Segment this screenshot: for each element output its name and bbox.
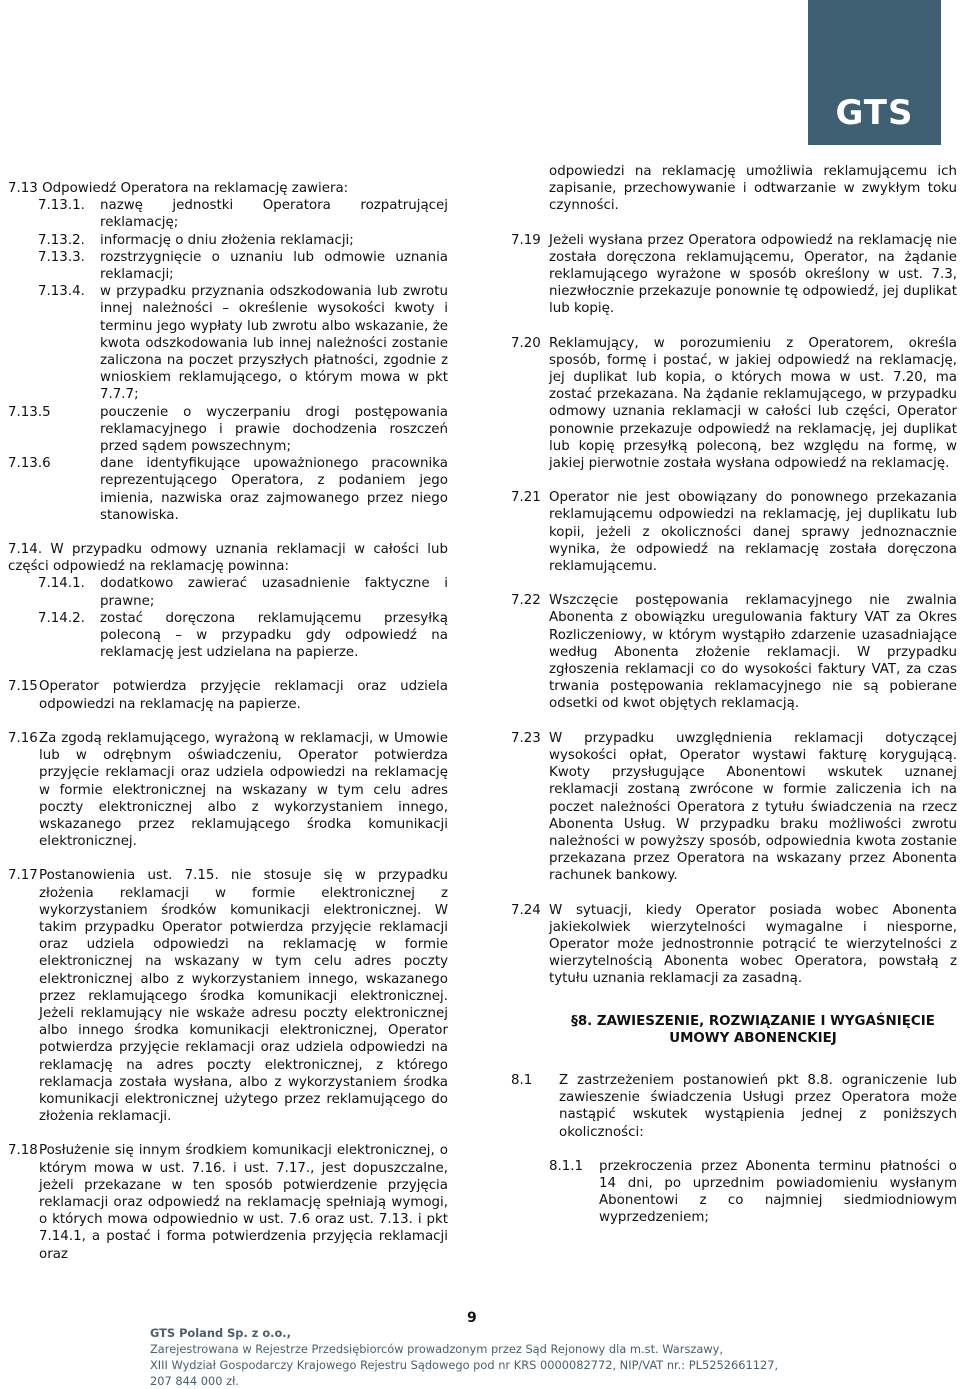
clause-text: Za zgodą reklamującego, wyrażoną w reklamacji, w Umowie lub w odrębnym oświadczeniu, Operator potwierdza przyjęcie reklamacji oraz udziela odpowiedzi na reklamację w formie elektronicznej na wskazany w tym celu adres poczty elektronicznej albo z wykorzystaniem innego, wskazanego przez reklamującego środka komunikacji elektronicznej. [39, 730, 448, 850]
clause-text: Operator nie jest obowiązany do ponownego przekazania reklamującemu odpowiedzi na reklamację, jej duplikatu lub kopii, jeżeli z okoliczności danej sprawy jednoznacznie wynika, że odpowiedź na reklamację została doręczona reklamującemu. [549, 490, 957, 575]
continued-text [511, 163, 957, 215]
list-item [8, 455, 448, 524]
item-text: zostać doręczona reklamującemu przesyłką poleconą – w przypadku gdy odpowiedź na reklamację jest udzielana na papierze. [100, 610, 448, 661]
clause-text: W przypadku uwzględnienia reklamacji dotyczącej wysokości opłat, Operator wystawi fakturę korygującą. Kwoty przysługujące Abonentowi wskutek uznanej reklamacji zostaną zwrócone w formie zaliczenia ich na poczet należności Operatora z tytułu świadczenia na rzecz Abonenta Usług. W przypadku braku możliwości zwrotu należności w powyższy sposób, odpowiednia kwota zostanie przekazana przez Operatora na wskazany przez Abonenta rachunek bankowy. [549, 730, 957, 884]
clause-number: 7.22 [511, 593, 541, 609]
item-number: 7.13.3. [38, 249, 85, 265]
item-number: 7.13.4. [38, 284, 85, 300]
footer-line: 207 844 000 zł. [150, 1374, 239, 1388]
paragraph-7-13: 7.13 Odpowiedź Operatora na reklamację zawiera: [8, 181, 349, 196]
clause-number: 7.16 [8, 730, 38, 746]
clause-number: 7.19 [511, 232, 541, 248]
clause-text: W sytuacji, kiedy Operator posiada wobec Abonenta jakiekolwiek wierzytelności wymagalne i niesporne, Operator może jednostronnie potrącić te wierzytelności z wierzytelnością Abonenta wobec Operatora, powstałą z tytułu uznania reklamacji za zasadną. [549, 902, 957, 987]
clause-text: Wszczęcie postępowania reklamacyjnego nie zwalnia Abonenta z obowiązku uregulowania faktury VAT za Okres Rozliczeniowy, w którym wystąpiło zdarzenie uzasadniające według Abonenta złożenie reklamacji. W przypadku zgłoszenia reklamacji co do wysokości faktury VAT, za czas trwania postępowania reklamacyjnego nie są pobierane odsetki od kwot objętych reklamacją. [549, 593, 957, 712]
clause-number: 7.23 [511, 730, 541, 746]
clause-7-16 [8, 730, 448, 850]
paragraph-7-14: 7.14. W przypadku odmowy uznania reklamacji w całości lub części odpowiedź na reklamację powinna: [8, 542, 448, 575]
list-item [8, 575, 448, 609]
list-item [8, 232, 448, 249]
clause-number: 7.15 [8, 679, 38, 695]
clause-number: 7.20 [511, 335, 541, 351]
item-number: 7.13.5 [8, 404, 51, 420]
clause-7-15 [8, 678, 448, 712]
clause-text: Operator potwierdza przyjęcie reklamacji oraz udziela odpowiedzi na reklamację na papierze. [39, 679, 448, 712]
clause-7-17 [8, 867, 448, 1125]
list-item [8, 404, 448, 456]
item-number: 7.14.2. [38, 610, 85, 626]
right-column [511, 163, 957, 1227]
clause-number: 8.1.1 [549, 1158, 584, 1174]
clause-number: 7.21 [511, 490, 541, 506]
logo-text: GTS [835, 93, 914, 133]
clause-8-1 [511, 1072, 957, 1141]
item-number: 7.13.6 [8, 456, 51, 472]
clause-text: Z zastrzeżeniem postanowień pkt 8.8. ograniczenie lub zawieszenie świadczenia Usługi przez Operatora może nastąpić wskutek wystąpienia jednej z poniższych okoliczności: [559, 1072, 957, 1140]
footer-company: GTS Poland Sp. z o.o., [150, 1326, 291, 1340]
item-text: dodatkowo zawierać uzasadnienie faktyczne i prawne; [100, 576, 448, 609]
clause-text: Postanowienia ust. 7.15. nie stosuje się w przypadku złożenia reklamacji w formie elektronicznej z wykorzystaniem środków komunikacji elektronicznej. W takim przypadku Operator potwierdza przyjęcie reklamacji oraz udziela odpowiedzi na reklamację w formie elektronicznej na wskazany w tym celu adres poczty elektronicznej albo z wykorzystaniem innego, wskazanego przez reklamującego środka komunikacji elektronicznej. Jeżeli reklamujący nie wskaże adresu poczty elektronicznej albo innego środka komunikacji elektronicznej, Operator potwierdza przyjęcie reklamacji oraz udziela odpowiedzi na reklamację na adres poczty elektronicznej, z którego reklamacja została wysłana, albo z wykorzystaniem środka komunikacji elektronicznej użytego przez reklamującego do złożenia reklamacji. [39, 868, 448, 1125]
item-number: 7.14.1. [38, 576, 85, 592]
item-text: nazwę jednostki Operatora rozpatrującej reklamację; [100, 198, 448, 231]
clause-text: Jeżeli wysłana przez Operatora odpowiedź na reklamację nie została doręczona reklamującemu, Operator, na żądanie reklamującego wyrażone w sposób określony w ust. 7.3, niezwłocznie przekazuje ponownie tę odpowiedź, jej duplikat lub kopię. [549, 232, 957, 317]
list-item [8, 610, 448, 662]
clause-7-24 [511, 902, 957, 988]
clause-number: 7.24 [511, 902, 541, 918]
section-heading: §8. ZAWIESZENIE, ROZWIĄZANIE I WYGAŚNIĘCIE UMOWY ABONENCKIEJ [571, 1013, 935, 1046]
footer-line: XIII Wydział Gospodarczy Krajowego Rejestru Sądowego pod nr KRS 0000082772, NIP/VAT nr.: PL5252661127, [150, 1358, 779, 1372]
clause-8-1-1 [511, 1158, 957, 1227]
item-text: rozstrzygnięcie o uznaniu lub odmowie uznania reklamacji; [100, 249, 448, 283]
list-item [8, 283, 448, 403]
item-text: dane identyfikujące upoważnionego pracownika reprezentującego Operatora, z podaniem jego imienia, nazwiska oraz zajmowanego przez niego stanowiska. [100, 456, 448, 523]
item-text: informację o dniu złożenia reklamacji; [100, 232, 354, 248]
clause-number: 8.1 [511, 1072, 533, 1088]
clause-number: 7.17 [8, 868, 38, 884]
clause-text: Reklamujący, w porozumieniu z Operatorem, określa sposób, formę i postać, w jakiej odpowiedź na reklamację, jej duplikat lub kopia, o których mowa w ust. 7.20, ma zostać przekazana. Na żądanie reklamującego, w przypadku odmowy uznania reklamacji w całości lub części, Operator ponownie przekazuje odpowiedź na reklamację, jej duplikat lub kopię przesyłką poleconą, bez względu na formę, w jakiej pierwotnie została wysłana odpowiedź na reklamację. [549, 335, 957, 472]
clause-7-19 [511, 232, 957, 318]
footer-line: Zarejestrowana w Rejestrze Przedsiębiorców prowadzonym przez Sąd Rejonowy dla m.st. Warszawy, [150, 1342, 724, 1356]
item-number: 7.13.1. [38, 198, 85, 214]
clause-7-18 [8, 1142, 448, 1262]
left-column [8, 180, 448, 1263]
clause-7-22 [511, 592, 957, 712]
item-text: w przypadku przyznania odszkodowania lub zwrotu innej należności – określenie wysokości kwoty i terminu jego wypłaty lub zwrotu albo wskazanie, że kwota odszkodowania lub innej należności zostanie zaliczona na poczet przyszłych płatności, zgodnie z wnioskiem reklamującego, o którym mowa w pkt 7.7.7; [100, 284, 448, 403]
footer [150, 1325, 778, 1389]
clause-text: Posłużenie się innym środkiem komunikacji elektronicznej, o którym mowa w ust. 7.16. i ust. 7.17., jest dopuszczalne, jeżeli przekazane w ten sposób potwierdzenie przyjęcia reklamacji oraz odpowiedź na reklamację spełniają wymogi, o których mowa odpowiednio w ust. 7.6 oraz ust. 7.13. i pkt 7.14.1, a postać i forma potwierdzenia przyjęcia reklamacji oraz [39, 1143, 448, 1262]
clause-number: 7.18 [8, 1143, 38, 1159]
list-item [8, 197, 448, 231]
item-text: pouczenie o wyczerpaniu drogi postępowania reklamacyjnego i prawie dochodzenia roszczeń przed sądem powszechnym; [100, 404, 448, 455]
company-logo [808, 0, 941, 145]
clause-7-20 [511, 335, 957, 473]
continued-paragraph: odpowiedzi na reklamację umożliwia reklamującemu ich zapisanie, przechowywanie i odtwarzanie w zwykłym toku czynności. [549, 164, 957, 214]
item-number: 7.13.2. [38, 232, 85, 248]
page-number: 9 [467, 1310, 477, 1326]
clause-text: przekroczenia przez Abonenta terminu płatności o 14 dni, po uprzednim powiadomieniu wysłanym Abonentowi z co najmniej siedmiodniowym wyprzedzeniem; [599, 1158, 957, 1226]
clause-7-23 [511, 730, 957, 885]
list-item [8, 249, 448, 283]
clause-7-21 [511, 489, 957, 575]
